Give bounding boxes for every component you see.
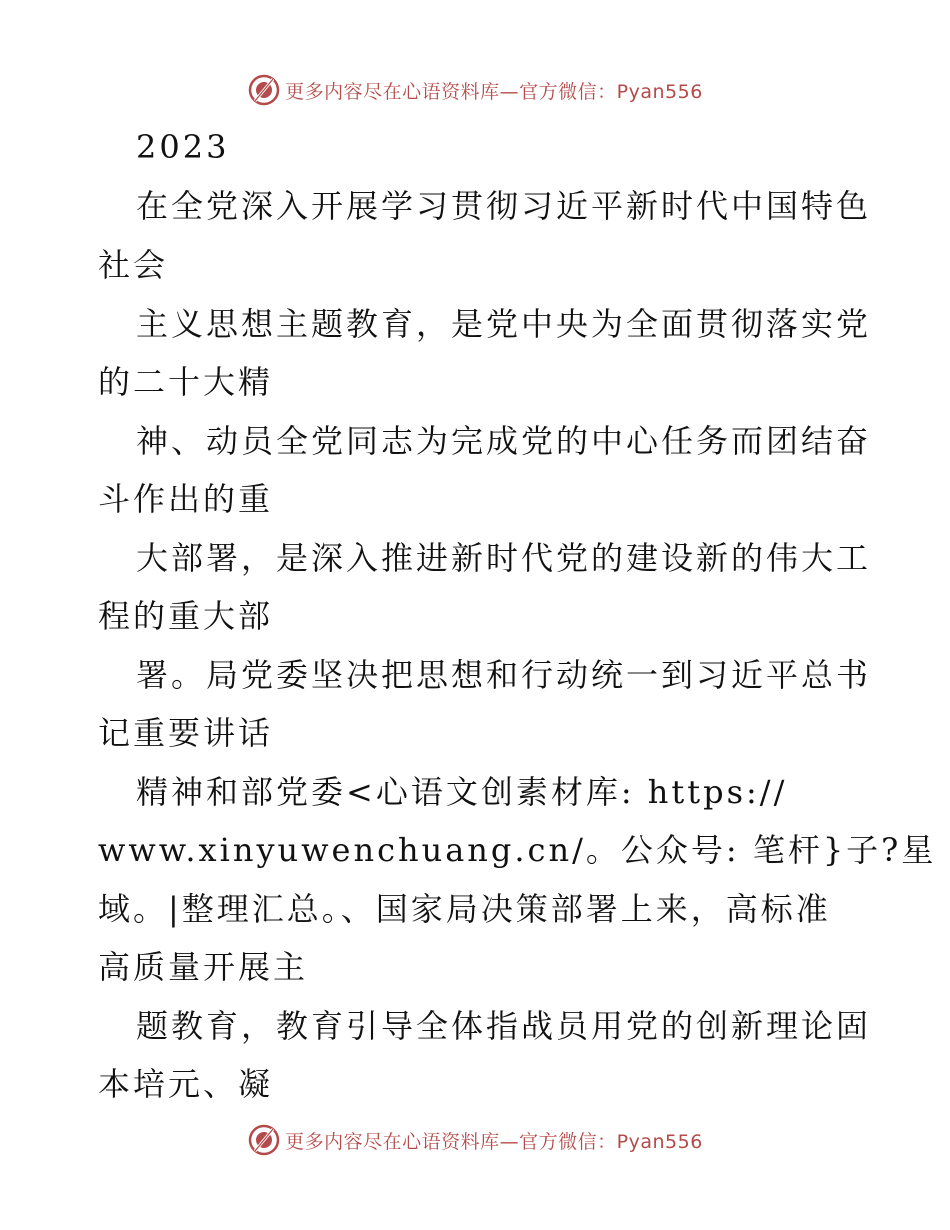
doc-line: 在全党深入开展学习贯彻习近平新时代中国特色 xyxy=(136,187,872,225)
doc-line: www.xinyuwenchuang.cn/。公众号: 笔杆}子?星 xyxy=(98,831,937,869)
watermark-text: 更多内容尽在心语资料库—官方微信：Pyan556 xyxy=(285,1130,703,1153)
footer-watermark xyxy=(0,1120,950,1160)
pen-logo-icon xyxy=(247,73,281,107)
doc-line: 精神和部党委<心语文创素材库: https:// xyxy=(136,773,788,811)
doc-line: 2023 xyxy=(136,128,230,166)
doc-line: 高质量开展主 xyxy=(98,948,309,986)
doc-line: 主义思想主题教育，是党中央为全面贯彻落实党 xyxy=(136,305,872,343)
doc-line: 大部署，是深入推进新时代党的建设新的伟大工 xyxy=(136,539,872,577)
doc-line: 社会 xyxy=(98,246,169,284)
doc-line: 的二十大精 xyxy=(98,363,274,401)
doc-line: 署。局党委坚决把思想和行动统一到习近平总书 xyxy=(136,656,872,694)
doc-line: 神、动员全党同志为完成党的中心任务而团结奋 xyxy=(136,422,872,460)
doc-line: 域。|整理汇总。、国家局决策部署上来，高标准 xyxy=(98,890,831,928)
watermark-text: 更多内容尽在心语资料库—官方微信：Pyan556 xyxy=(285,80,703,103)
doc-line: 斗作出的重 xyxy=(98,480,274,518)
doc-line: 题教育，教育引导全体指战员用党的创新理论固 xyxy=(136,1007,872,1045)
pen-logo-icon xyxy=(247,1123,281,1157)
doc-line: 程的重大部 xyxy=(98,597,274,635)
header-watermark xyxy=(0,70,950,110)
doc-line: 本培元、凝 xyxy=(98,1065,274,1103)
doc-line: 记重要讲话 xyxy=(98,714,274,752)
